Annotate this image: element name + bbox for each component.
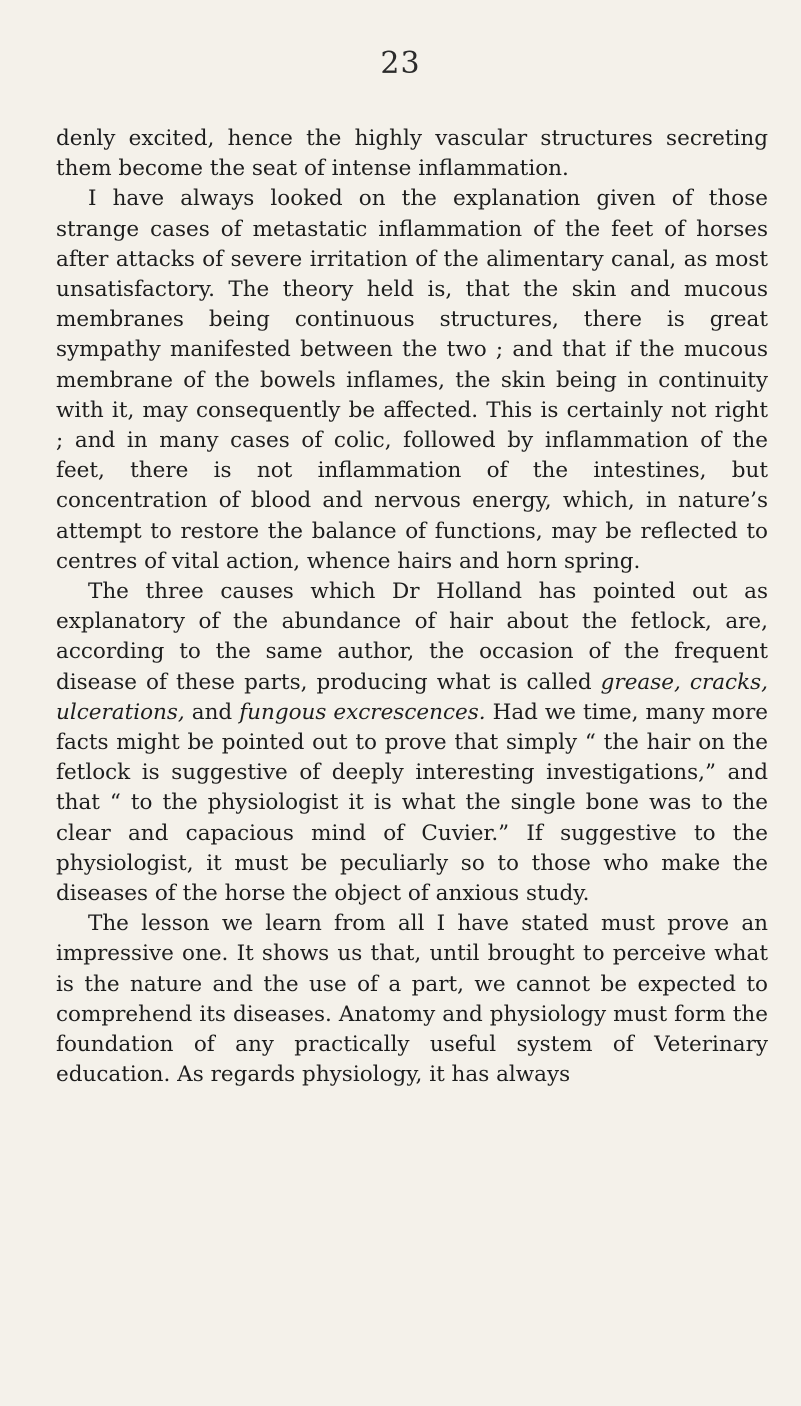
text-segment: The lesson we learn from all I have stated must prove an impressive one. It shows us that, until brought to perceive what is the nature and the use of a part, we cannot be expected to comprehend its diseases. Anatomy and physiology must form the foundation of any practically useful system of Veterinary education. As regards physiology, it has always xyxy=(56,911,768,1088)
paragraph-2 xyxy=(56,184,768,577)
page-number: 23 xyxy=(380,46,421,81)
text-segment: denly excited, hence the highly vascular structures secreting them become the seat of intense inflammation. xyxy=(56,126,768,182)
text-segment: The three causes which Dr Holland has pointed out as explanatory of the abundance of hair about the fetlock, are, according to the same author, the occasion of the frequent disease of these parts, producing what is called xyxy=(56,579,768,695)
paragraph-3 xyxy=(56,577,768,909)
body-text xyxy=(56,124,768,1091)
text-segment: Had we time, many more facts might be pointed out to prove that simply “ the hair on the fetlock is suggestive of deeply interesting investigations,” and that “ to the physiologist it is what the single bone was to the clear and capacious mind of Cuvier.” If suggestive to the physiologist, it must be peculiarly so to those who make the diseases of the horse the object of anxious study. xyxy=(56,699,768,907)
italic-text-segment: grease, cracks, ulcerations, xyxy=(56,669,768,725)
paragraph-4 xyxy=(56,909,768,1090)
text-segment: I have always looked on the explanation given of those strange cases of metastatic inflammation of the feet of horses after attacks of severe irritation of the alimentary canal, as most unsatisfactory. The theory held is, that the skin and mucous membranes being continuous structures, there is great sympathy manifested between the two ; and that if the mucous membrane of the bowels inflames, the skin being in continuity with it, may consequently be affected. This is certainly not right ; and in many cases of colic, followed by inflammation of the feet, there is not inflammation of the intestines, but concentration of blood and nervous energy, which, in nature’s attempt to restore the balance of functions, may be reflected to centres of vital action, whence hairs and horn spring. xyxy=(56,186,768,574)
paragraph-1 xyxy=(56,124,768,184)
italic-text-segment: fungous excrescences. xyxy=(239,699,486,725)
text-segment: and xyxy=(184,699,240,725)
